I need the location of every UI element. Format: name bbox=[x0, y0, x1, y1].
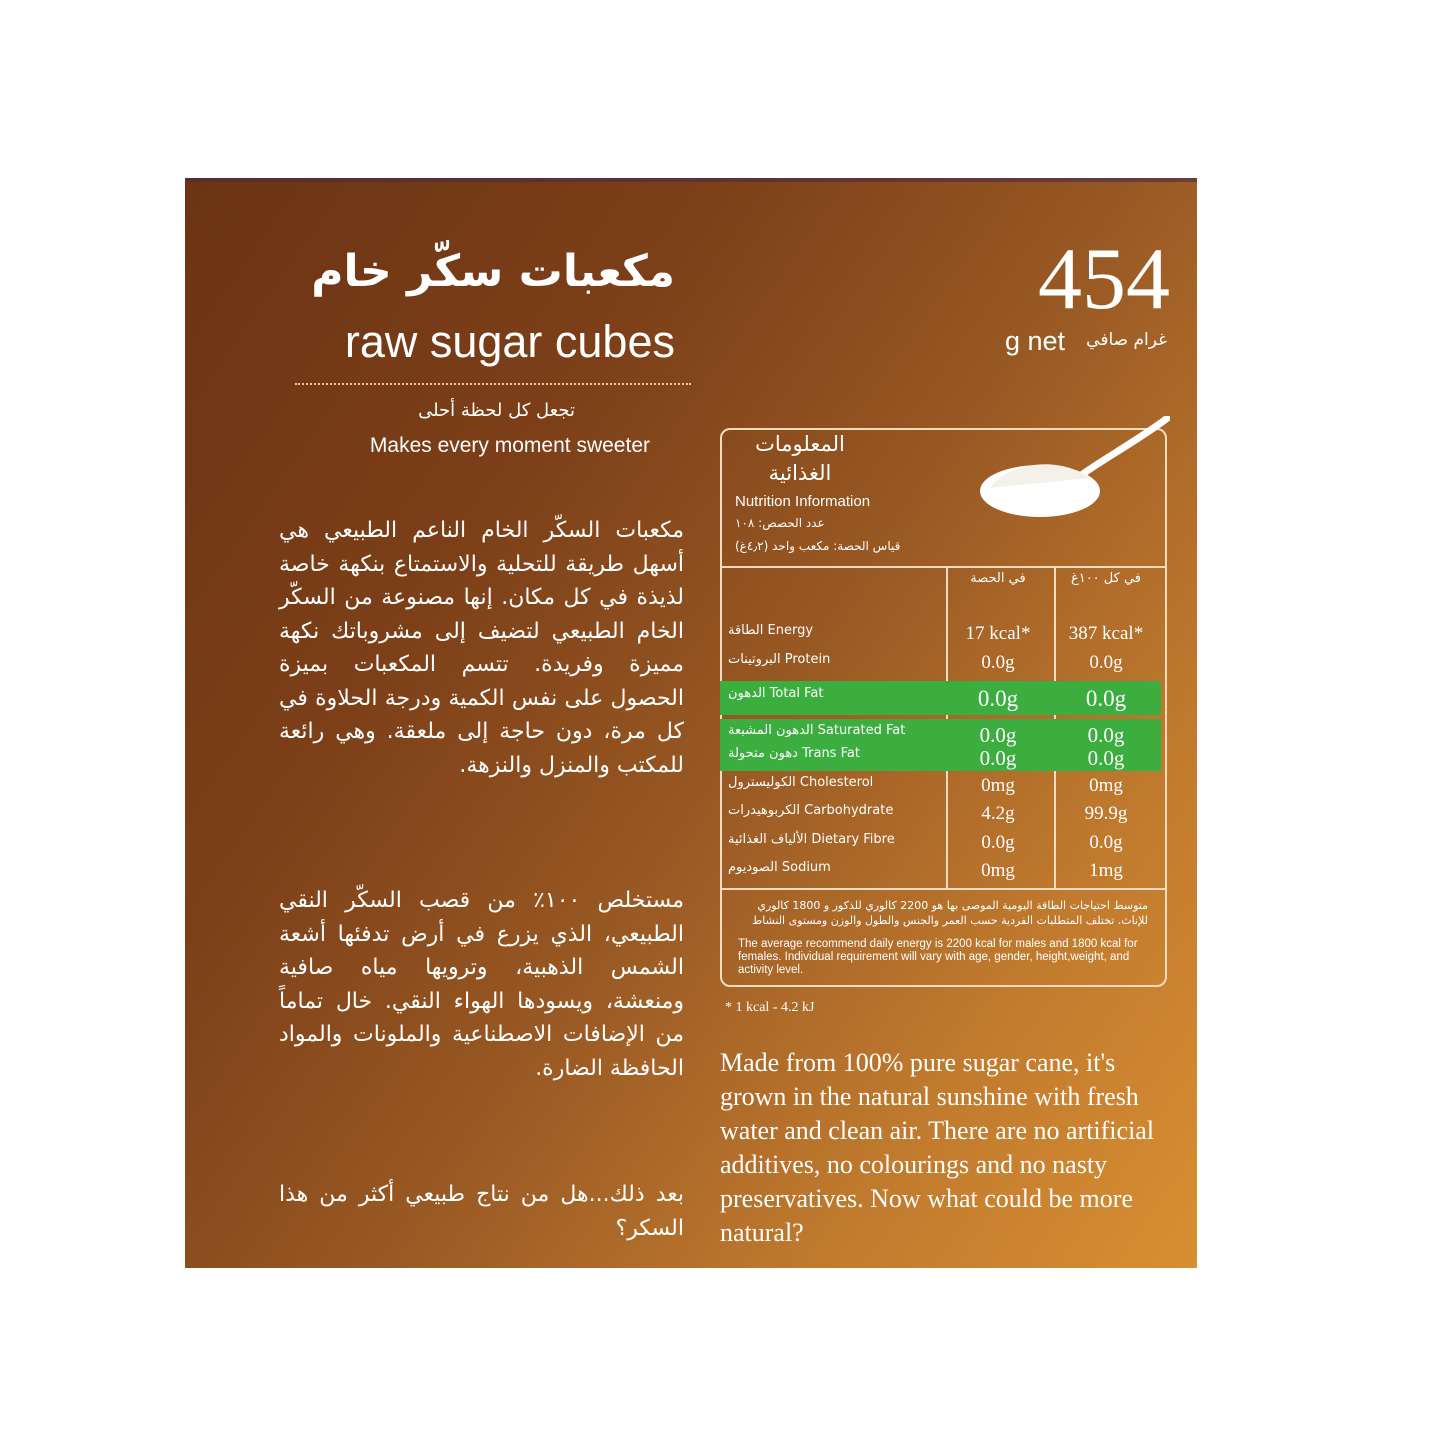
table-row bbox=[720, 860, 1165, 884]
nutrition-title-arabic bbox=[730, 430, 870, 488]
description-arabic-1: مكعبات السكّر الخام الناعم الطبيعي هي أسهل طريقة للتحلية والاستمتاع بنكهة خاصة لذيذة في كل مكان. إنها مصنوعة من السكّر الخام الطبيعي لتضيف إلى مشروباتك نكهة مميزة وفريدة. تتسم المكعبات بميزة الحصول على نفس الكمية ودرجة الحلاوة في كل مرة، دون حاجة إلى ملعقة. وهي رائعة للمكتب والمنزل والنزهة. bbox=[279, 518, 684, 778]
nutrient-label: الصوديوم Sodium bbox=[728, 860, 831, 875]
per-100g-value: 0.0g bbox=[1087, 746, 1125, 770]
per-100g-value: 0mg bbox=[1089, 775, 1123, 796]
net-weight: 454 bbox=[1038, 231, 1170, 328]
column-header-per-serving: في الحصة bbox=[970, 571, 1026, 586]
per-serving-value: 0.0g bbox=[981, 652, 1015, 673]
servings-count: عدد الحصص: ١٠٨ bbox=[735, 516, 825, 530]
nutrition-title-arabic-line2: الغذائية bbox=[768, 461, 832, 485]
table-row bbox=[720, 746, 1165, 770]
description-arabic-3: بعد ذلك...هل من نتاج طبيعي أكثر من هذا السكر؟ bbox=[279, 1182, 684, 1241]
nutrient-label: الدهون المشبعة Saturated Fat bbox=[728, 723, 906, 738]
table-row bbox=[720, 803, 1165, 827]
per-100g-value: 0.0g bbox=[1085, 686, 1127, 711]
per-100g-value: 387 kcal* bbox=[1068, 623, 1144, 644]
product-title-english: raw sugar cubes bbox=[344, 316, 675, 367]
nutrient-label: الطاقة Energy bbox=[728, 623, 814, 638]
per-100g-value: 0.0g bbox=[1089, 832, 1123, 853]
per-serving-value: 0mg bbox=[981, 860, 1015, 881]
per-serving-value: 0.0g bbox=[981, 832, 1015, 853]
table-row bbox=[720, 775, 1165, 799]
description-arabic-2: مستخلص ١٠٠٪ من قصب السكّر النقي الطبيعي، الذي يزرع في أرض تدفئها أشعة الشمس الذهبية، وترويها مياه صافية ومنعشة، ويسودها الهواء النقي. خال تماماً من الإضافات الاصطناعية والملونات والمواد الحافظة الضارة. bbox=[279, 888, 685, 1081]
nutrient-label: الكوليسترول Cholesterol bbox=[728, 775, 874, 790]
nutrient-label: الألياف الغذائية Dietary Fibre bbox=[728, 832, 895, 847]
per-serving-value: 0mg bbox=[981, 775, 1015, 796]
dotted-divider bbox=[295, 383, 691, 385]
footnote-arabic: متوسط احتياجات الطاقة اليومية الموصى بها هو 2200 كالوري للذكور و 1800 كالوري للإناث. تختلف المتطلبات الفردية حسب العمر والجنس والطول والوزن ومستوى النشاط bbox=[752, 899, 1148, 927]
table-row bbox=[720, 652, 1165, 676]
nutrient-label: الكربوهيدرات Carbohydrate bbox=[728, 803, 894, 818]
nutrient-label: البروتينات Protein bbox=[728, 652, 831, 667]
column-header-per-100g: في كل ١٠٠غ bbox=[1070, 571, 1142, 586]
per-serving-value: 0.0g bbox=[977, 686, 1019, 711]
nutrition-title-english: Nutrition Information bbox=[735, 493, 871, 510]
tagline-arabic: تجعل كل لحظة أحلى bbox=[418, 400, 575, 421]
nutrient-label: دهون متحولة Trans Fat bbox=[728, 746, 860, 761]
table-row bbox=[720, 623, 1165, 647]
per-serving-value: 0.0g bbox=[979, 723, 1017, 747]
table-row bbox=[720, 723, 1165, 747]
per-100g-value: 1mg bbox=[1089, 860, 1123, 881]
serving-size: قياس الحصة: مكعب واحد (٤٫٢غ) bbox=[735, 539, 901, 553]
per-serving-value: 4.2g bbox=[981, 803, 1015, 824]
table-row bbox=[720, 832, 1165, 856]
per-serving-value: 17 kcal* bbox=[965, 623, 1031, 644]
table-row bbox=[720, 686, 1165, 710]
tagline-english: Makes every moment sweeter bbox=[369, 434, 650, 457]
nutrient-label: الدهون Total Fat bbox=[728, 686, 824, 701]
nutrition-title-arabic-line1: المعلومات bbox=[755, 432, 845, 456]
per-100g-value: 0.0g bbox=[1087, 723, 1125, 747]
spoon-icon bbox=[970, 416, 1170, 526]
footnote-english: The average recommend daily energy is 2200 kcal for males and 1800 kcal for females. Individual requirement will vary with age, gender, height,weight, and activity level. bbox=[738, 938, 1138, 976]
top-strip bbox=[185, 178, 1197, 182]
nutrition-table bbox=[720, 566, 1165, 890]
product-title-arabic: مكعبات سكّر خام bbox=[311, 246, 675, 297]
package-back-panel bbox=[185, 178, 1197, 1268]
kcal-conversion-note: * 1 kcal - 4.2 kJ bbox=[725, 1000, 815, 1015]
net-weight-unit-english: g net bbox=[1005, 326, 1066, 356]
net-weight-unit-arabic: غرام صافي bbox=[1086, 330, 1167, 350]
per-serving-value: 0.0g bbox=[979, 746, 1017, 770]
description-english: Made from 100% pure sugar cane, it's grown in the natural sunshine with fresh water and clean air. There are no artificial additives, no colourings and no nasty preservatives. Now what could be more natural? bbox=[720, 1048, 1155, 1247]
per-100g-value: 99.9g bbox=[1084, 803, 1128, 824]
per-100g-value: 0.0g bbox=[1089, 652, 1123, 673]
